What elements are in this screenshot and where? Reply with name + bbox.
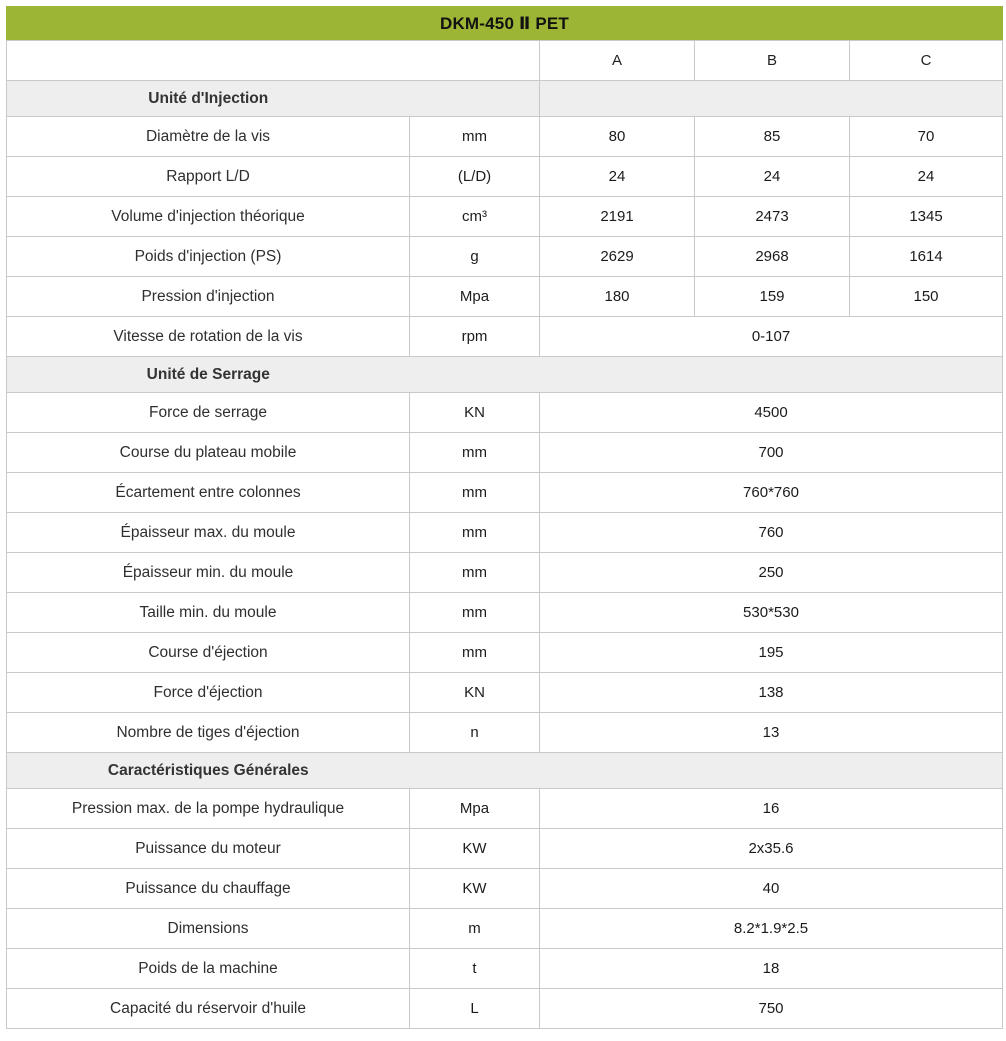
section-title: Unité d'Injection xyxy=(7,81,410,117)
row-unit: mm xyxy=(410,433,540,473)
spec-row xyxy=(7,829,1003,869)
row-unit: L xyxy=(410,989,540,1029)
row-label: Épaisseur max. du moule xyxy=(7,513,410,553)
row-value-a: 24 xyxy=(540,157,695,197)
section-header-row xyxy=(7,357,1003,393)
row-unit: KN xyxy=(410,393,540,433)
row-unit: mm xyxy=(410,117,540,157)
row-label: Course du plateau mobile xyxy=(7,433,410,473)
spec-row xyxy=(7,713,1003,753)
column-header-row xyxy=(7,41,1003,81)
row-label: Volume d'injection théorique xyxy=(7,197,410,237)
spec-row xyxy=(7,237,1003,277)
title-row xyxy=(7,7,1003,41)
spec-row xyxy=(7,673,1003,713)
row-value-merged: 250 xyxy=(540,553,1003,593)
row-value-b: 159 xyxy=(695,277,850,317)
row-label: Épaisseur min. du moule xyxy=(7,553,410,593)
section-title: Caractéristiques Générales xyxy=(7,753,410,789)
row-label: Pression max. de la pompe hydraulique xyxy=(7,789,410,829)
row-label: Nombre de tiges d'éjection xyxy=(7,713,410,753)
row-label: Taille min. du moule xyxy=(7,593,410,633)
row-unit: KW xyxy=(410,869,540,909)
row-unit: rpm xyxy=(410,317,540,357)
row-unit: mm xyxy=(410,473,540,513)
row-value-merged: 195 xyxy=(540,633,1003,673)
row-unit: (L/D) xyxy=(410,157,540,197)
column-header-empty xyxy=(7,41,540,81)
row-value-merged: 40 xyxy=(540,869,1003,909)
row-value-c: 24 xyxy=(850,157,1003,197)
row-label: Écartement entre colonnes xyxy=(7,473,410,513)
spec-row xyxy=(7,277,1003,317)
row-value-c: 70 xyxy=(850,117,1003,157)
spec-row xyxy=(7,909,1003,949)
row-label: Puissance du chauffage xyxy=(7,869,410,909)
row-value-b: 85 xyxy=(695,117,850,157)
section-unit-cell xyxy=(410,81,540,117)
section-rest-cell xyxy=(410,357,1003,393)
row-value-b: 2968 xyxy=(695,237,850,277)
spec-row xyxy=(7,789,1003,829)
row-value-c: 150 xyxy=(850,277,1003,317)
row-value-a: 2629 xyxy=(540,237,695,277)
row-label: Force de serrage xyxy=(7,393,410,433)
spec-row xyxy=(7,157,1003,197)
row-value-a: 180 xyxy=(540,277,695,317)
row-label: Pression d'injection xyxy=(7,277,410,317)
spec-row xyxy=(7,317,1003,357)
row-label: Poids d'injection (PS) xyxy=(7,237,410,277)
row-unit: mm xyxy=(410,513,540,553)
row-value-merged: 760*760 xyxy=(540,473,1003,513)
row-value-merged: 13 xyxy=(540,713,1003,753)
row-unit: mm xyxy=(410,553,540,593)
row-unit: m xyxy=(410,909,540,949)
row-unit: Mpa xyxy=(410,277,540,317)
spec-row xyxy=(7,593,1003,633)
column-header-a: A xyxy=(540,41,695,81)
row-value-merged: 700 xyxy=(540,433,1003,473)
spec-row xyxy=(7,197,1003,237)
row-value-merged: 2x35.6 xyxy=(540,829,1003,869)
spec-row xyxy=(7,869,1003,909)
spec-row xyxy=(7,117,1003,157)
row-value-merged: 750 xyxy=(540,989,1003,1029)
row-label: Dimensions xyxy=(7,909,410,949)
row-unit: KW xyxy=(410,829,540,869)
row-value-b: 24 xyxy=(695,157,850,197)
row-value-merged: 18 xyxy=(540,949,1003,989)
section-values-cell xyxy=(540,81,1003,117)
row-value-merged: 16 xyxy=(540,789,1003,829)
column-header-b: B xyxy=(695,41,850,81)
row-value-c: 1345 xyxy=(850,197,1003,237)
section-title: Unité de Serrage xyxy=(7,357,410,393)
column-header-c: C xyxy=(850,41,1003,81)
row-value-merged: 138 xyxy=(540,673,1003,713)
row-unit: cm³ xyxy=(410,197,540,237)
spec-row xyxy=(7,949,1003,989)
spec-row xyxy=(7,553,1003,593)
row-unit: mm xyxy=(410,593,540,633)
spec-row xyxy=(7,393,1003,433)
row-unit: Mpa xyxy=(410,789,540,829)
row-label: Diamètre de la vis xyxy=(7,117,410,157)
row-label: Course d'éjection xyxy=(7,633,410,673)
section-rest-cell xyxy=(410,753,1003,789)
row-value-merged: 530*530 xyxy=(540,593,1003,633)
row-value-merged: 760 xyxy=(540,513,1003,553)
row-value-c: 1614 xyxy=(850,237,1003,277)
row-unit: n xyxy=(410,713,540,753)
row-value-b: 2473 xyxy=(695,197,850,237)
row-label: Puissance du moteur xyxy=(7,829,410,869)
row-unit: t xyxy=(410,949,540,989)
spec-row xyxy=(7,433,1003,473)
row-unit: g xyxy=(410,237,540,277)
spec-row xyxy=(7,989,1003,1029)
row-unit: mm xyxy=(410,633,540,673)
spec-table xyxy=(6,6,1003,1029)
row-label: Force d'éjection xyxy=(7,673,410,713)
row-label: Capacité du réservoir d'huile xyxy=(7,989,410,1029)
row-value-merged: 0-107 xyxy=(540,317,1003,357)
row-label: Vitesse de rotation de la vis xyxy=(7,317,410,357)
row-label: Poids de la machine xyxy=(7,949,410,989)
row-value-merged: 8.2*1.9*2.5 xyxy=(540,909,1003,949)
row-label: Rapport L/D xyxy=(7,157,410,197)
spec-row xyxy=(7,473,1003,513)
row-value-a: 2191 xyxy=(540,197,695,237)
section-header-row xyxy=(7,81,1003,117)
row-value-a: 80 xyxy=(540,117,695,157)
page-title: DKM-450 Ⅱ PET xyxy=(7,7,1003,41)
section-header-row xyxy=(7,753,1003,789)
spec-row xyxy=(7,633,1003,673)
spec-table-body xyxy=(7,81,1003,1029)
row-unit: KN xyxy=(410,673,540,713)
row-value-merged: 4500 xyxy=(540,393,1003,433)
spec-row xyxy=(7,513,1003,553)
